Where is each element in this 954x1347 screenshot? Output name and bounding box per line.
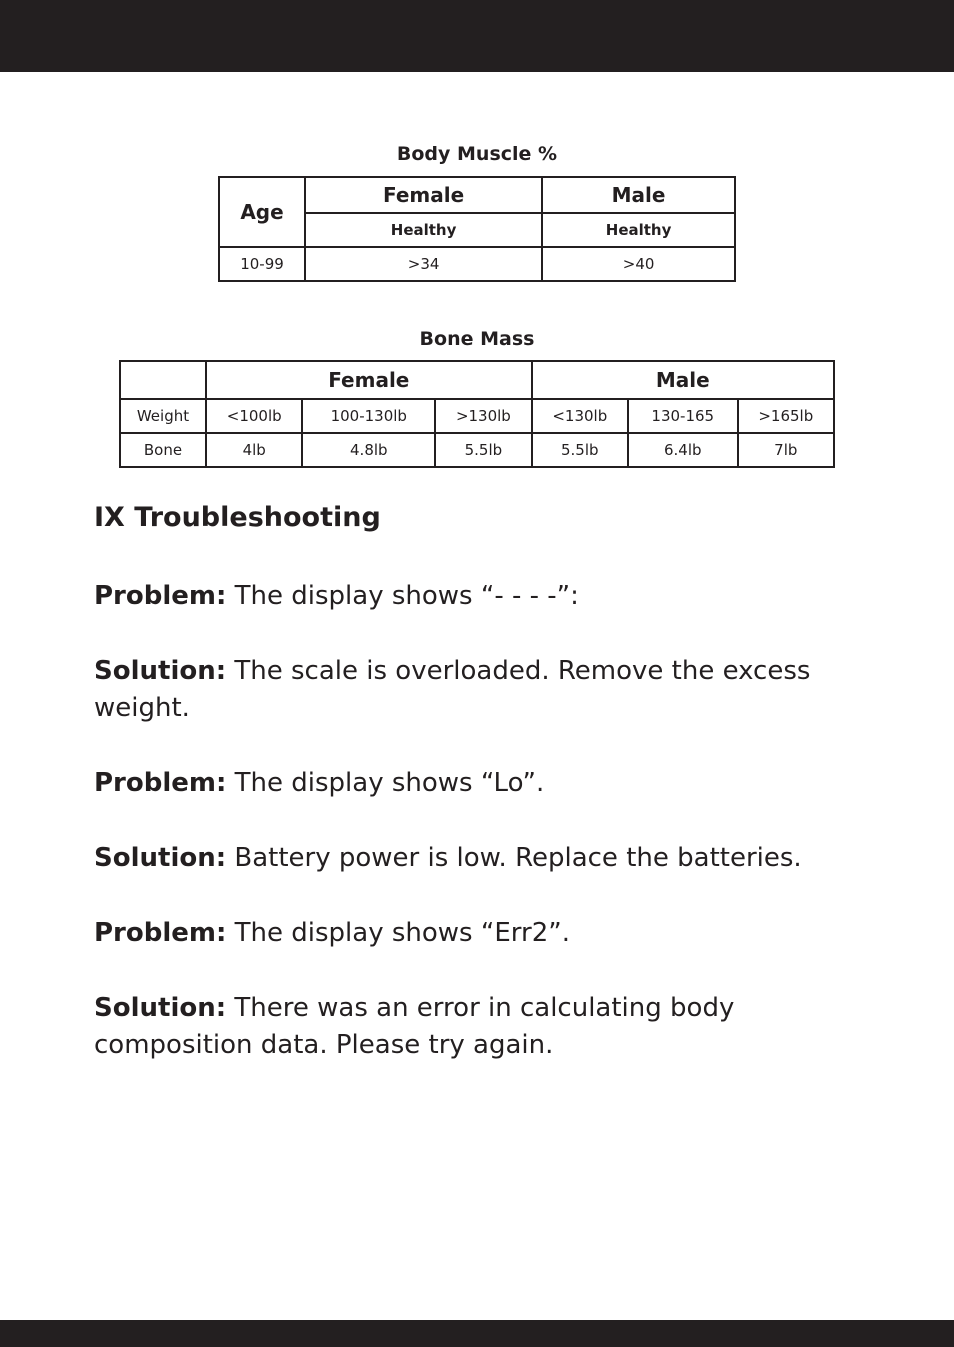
weight-cell: 100-130lb xyxy=(302,399,435,433)
bone-cell: 5.5lb xyxy=(435,433,531,467)
body-muscle-table xyxy=(218,176,736,282)
bone-table-title: Bone Mass xyxy=(419,328,535,350)
weight-cell: >130lb xyxy=(435,399,531,433)
table-row xyxy=(219,247,735,281)
problem-text: The display shows “Err2”. xyxy=(226,918,570,948)
muscle-table-title: Body Muscle % xyxy=(396,143,558,165)
problem-text: The display shows “- - - -”: xyxy=(226,581,579,611)
solution-label: Solution: xyxy=(94,993,227,1023)
problem-3 xyxy=(94,915,824,952)
solution-label: Solution: xyxy=(94,656,227,686)
problem-label: Problem: xyxy=(94,581,227,611)
weight-cell: <130lb xyxy=(532,399,628,433)
solution-2 xyxy=(94,840,824,877)
footer-bar xyxy=(0,1320,954,1347)
female-muscle-cell: >34 xyxy=(305,247,542,281)
header-bar xyxy=(0,0,954,72)
section-heading: IX Troubleshooting xyxy=(94,502,381,533)
female-header: Female xyxy=(305,177,542,213)
solution-text: Battery power is low. Replace the batteries. xyxy=(226,843,802,873)
bone-cell: 4.8lb xyxy=(302,433,435,467)
problem-1 xyxy=(94,578,824,615)
empty-corner-cell xyxy=(120,361,206,399)
age-range-cell: 10-99 xyxy=(219,247,305,281)
solution-label: Solution: xyxy=(94,843,227,873)
weight-label-cell: Weight xyxy=(120,399,206,433)
female-healthy-header: Healthy xyxy=(305,213,542,247)
weight-cell: <100lb xyxy=(206,399,302,433)
male-header: Male xyxy=(542,177,735,213)
female-header: Female xyxy=(206,361,532,399)
problem-label: Problem: xyxy=(94,768,227,798)
solution-3 xyxy=(94,990,824,1064)
table-row xyxy=(120,433,834,467)
male-muscle-cell: >40 xyxy=(542,247,735,281)
weight-cell: >165lb xyxy=(738,399,834,433)
age-header: Age xyxy=(219,177,305,247)
weight-cell: 130-165 xyxy=(628,399,738,433)
male-healthy-header: Healthy xyxy=(542,213,735,247)
bone-cell: 4lb xyxy=(206,433,302,467)
problem-text: The display shows “Lo”. xyxy=(226,768,545,798)
solution-text: There was an error in calculating body composition data. Please try again. xyxy=(94,993,735,1060)
bone-cell: 6.4lb xyxy=(628,433,738,467)
solution-1 xyxy=(94,653,824,727)
bone-mass-table xyxy=(119,360,835,468)
solution-text: The scale is overloaded. Remove the excess weight. xyxy=(94,656,811,723)
problem-label: Problem: xyxy=(94,918,227,948)
problem-2 xyxy=(94,765,824,802)
male-header: Male xyxy=(532,361,834,399)
bone-cell: 7lb xyxy=(738,433,834,467)
table-row xyxy=(120,399,834,433)
bone-cell: 5.5lb xyxy=(532,433,628,467)
bone-label-cell: Bone xyxy=(120,433,206,467)
